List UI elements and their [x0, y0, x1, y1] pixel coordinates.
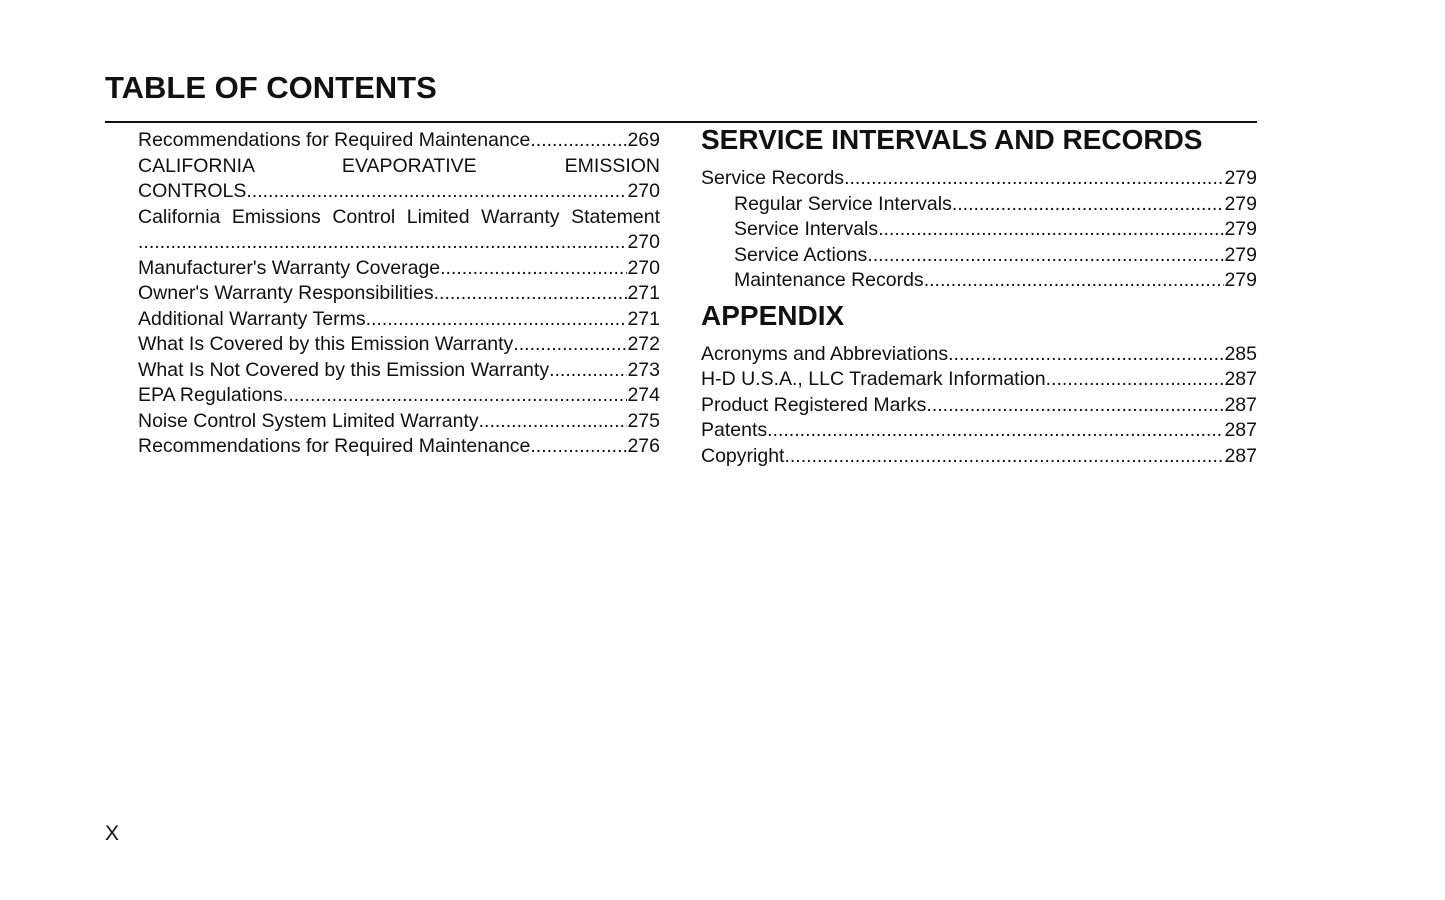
toc-entry-title: Acronyms and Abbreviations: [701, 342, 949, 365]
dot-leader: [138, 230, 627, 256]
dot-leader: [924, 268, 1225, 294]
toc-left-column: [138, 128, 660, 460]
toc-entry-page: 287: [1224, 444, 1257, 467]
toc-entry-title: Copyright: [701, 444, 785, 467]
toc-entry-page: 285: [1224, 342, 1257, 365]
toc-entry-page: 279: [1224, 167, 1257, 189]
toc-entry[interactable]: [701, 342, 1257, 368]
dot-leader: [1046, 367, 1225, 393]
dot-leader: [926, 393, 1224, 419]
toc-entry[interactable]: [138, 281, 660, 307]
toc-entry-title: What Is Not Covered by this Emission Warranty: [138, 358, 550, 381]
toc-entry-page: 271: [627, 307, 660, 330]
dot-leader: [878, 217, 1224, 243]
toc-entry[interactable]: [701, 367, 1257, 393]
toc-entry-title: Patents: [701, 419, 768, 441]
toc-entry[interactable]: [701, 268, 1257, 294]
toc-entry-page: 276: [627, 435, 660, 457]
toc-entry-page: 279: [1224, 218, 1257, 240]
toc-entry[interactable]: [138, 179, 660, 205]
dot-leader: [246, 179, 627, 205]
toc-entry-title: Maintenance Records: [734, 269, 924, 291]
dot-leader: [952, 192, 1225, 218]
toc-entry-title: What Is Covered by this Emission Warranty: [138, 333, 514, 355]
section-heading: SERVICE INTERVALS AND RECORDS: [701, 124, 1203, 155]
toc-entry-title: CONTROLS: [138, 180, 247, 202]
toc-entry[interactable]: [138, 409, 660, 435]
toc-entry[interactable]: [701, 243, 1257, 269]
toc-entry-title: H-D U.S.A., LLC Trademark Information: [701, 368, 1046, 390]
dot-leader: [283, 383, 628, 409]
toc-entry-page: 275: [627, 409, 660, 432]
dot-leader: [784, 444, 1224, 470]
toc-entry-page: 279: [1224, 192, 1257, 215]
toc-entry-title: Manufacturer's Warranty Coverage: [138, 256, 441, 279]
toc-entry-page: 287: [1224, 368, 1257, 390]
title-divider: [105, 121, 1257, 123]
toc-entry[interactable]: [701, 217, 1257, 243]
toc-entry-page: 287: [1224, 393, 1257, 416]
toc-entry[interactable]: [138, 383, 660, 409]
page-title: TABLE OF CONTENTS: [105, 70, 437, 105]
page-number: X: [105, 822, 120, 845]
toc-entry-title: EPA Regulations: [138, 384, 283, 406]
toc-entry[interactable]: [701, 166, 1257, 192]
toc-entry-title: Recommendations for Required Maintenance: [138, 129, 531, 151]
toc-entry[interactable]: [138, 358, 660, 384]
dot-leader: [479, 409, 628, 435]
dot-leader: [530, 128, 627, 154]
toc-entry-page: 270: [627, 231, 660, 253]
dot-leader: [549, 358, 627, 384]
toc-entry[interactable]: [701, 444, 1257, 470]
toc-entry[interactable]: [701, 393, 1257, 419]
dot-leader: [530, 434, 627, 460]
toc-entry[interactable]: [138, 230, 660, 256]
toc-entry[interactable]: [701, 418, 1257, 444]
toc-entry-page: 270: [627, 180, 660, 202]
dot-leader: [440, 256, 627, 282]
dot-leader: [867, 243, 1224, 269]
toc-entry-title: Product Registered Marks: [701, 393, 927, 416]
dot-leader: [767, 418, 1224, 444]
dot-leader: [844, 166, 1224, 192]
toc-entry-page: 271: [627, 282, 660, 304]
toc-entry-wrapped-line[interactable]: CALIFORNIA EVAPORATIVE EMISSION: [138, 154, 660, 177]
toc-entry-page: 273: [627, 358, 660, 381]
toc-entry-title: Recommendations for Required Maintenance: [138, 435, 531, 457]
toc-entry-title: Service Actions: [734, 243, 868, 266]
toc-entry-page: 272: [627, 333, 660, 355]
dot-leader: [434, 281, 628, 307]
dot-leader: [513, 332, 627, 358]
toc-entry-wrapped-line[interactable]: California Emissions Control Limited Warranty Statement: [138, 205, 660, 228]
toc-right-column: [701, 124, 1257, 469]
toc-entry-page: 270: [627, 256, 660, 279]
toc-entry-page: 274: [627, 384, 660, 406]
toc-entry-title: Noise Control System Limited Warranty: [138, 409, 479, 432]
toc-entry[interactable]: [138, 332, 660, 358]
toc-entry[interactable]: [138, 256, 660, 282]
dot-leader: [366, 307, 628, 333]
toc-entry-page: 279: [1224, 269, 1257, 291]
toc-entry[interactable]: [138, 434, 660, 460]
dot-leader: [948, 342, 1224, 368]
toc-entry-title: Service Records: [701, 167, 845, 189]
toc-entry[interactable]: [138, 307, 660, 333]
toc-entry[interactable]: [701, 192, 1257, 218]
toc-entry-title: Owner's Warranty Responsibilities: [138, 282, 434, 304]
toc-entry-title: Regular Service Intervals: [734, 192, 952, 215]
toc-entry-page: 287: [1224, 419, 1257, 441]
toc-entry-title: Service Intervals: [734, 218, 879, 240]
toc-entry[interactable]: [138, 128, 660, 154]
toc-entry-page: 269: [627, 129, 660, 151]
toc-entry-title: Additional Warranty Terms: [138, 307, 366, 330]
section-heading: APPENDIX: [701, 299, 845, 331]
toc-entry-page: 279: [1224, 243, 1257, 266]
